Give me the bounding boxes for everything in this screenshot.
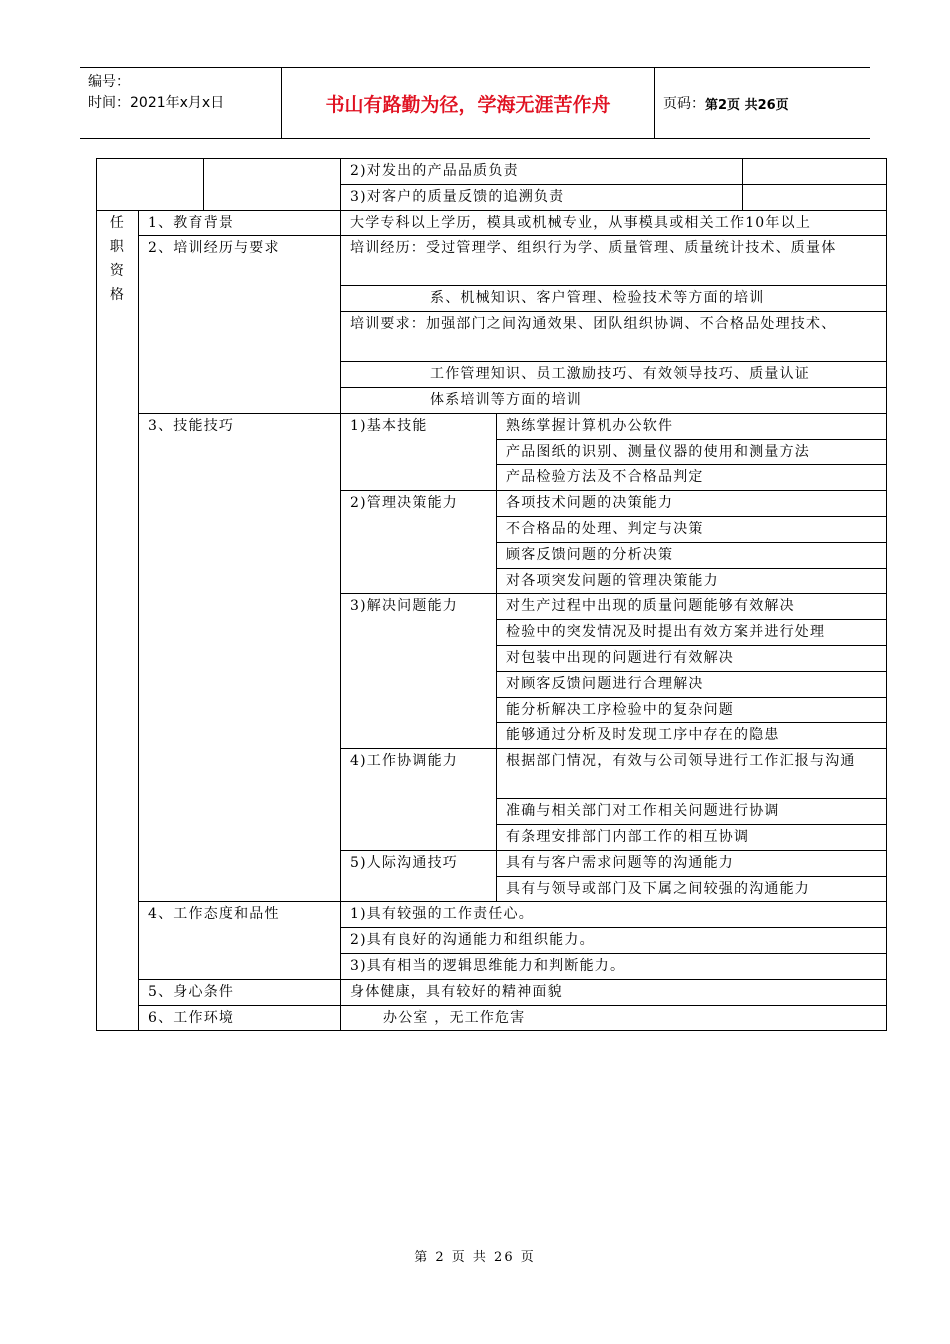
skill-item: 不合格品的处理、判定与决策 (497, 516, 887, 542)
skill-item: 根据部门情况，有效与公司领导进行工作汇报与沟通 (497, 749, 887, 799)
skill-group-name: 4)工作协调能力 (341, 749, 497, 851)
skill-item: 顾客反馈问题的分析决策 (497, 542, 887, 568)
skill-group-name: 5)人际沟通技巧 (341, 850, 497, 902)
page-header (80, 67, 870, 139)
skill-item: 具有与领导或部门及下属之间较强的沟通能力 (497, 876, 887, 902)
health-value: 身体健康，具有较好的精神面貌 (341, 979, 887, 1005)
attitude-row (97, 902, 887, 928)
training-line: 培训经历：受过管理学、组织行为学、质量管理、质量统计技术、质量体 (341, 236, 887, 286)
duty-subcategory-cell (204, 159, 341, 211)
page-label: 页码： (663, 96, 705, 112)
duty-blank-cell (743, 184, 887, 210)
skill-item: 各项技术问题的决策能力 (497, 491, 887, 517)
environment-value: 办公室 ，无工作危害 (341, 1005, 887, 1031)
skill-item: 能分析解决工序检验中的复杂问题 (497, 697, 887, 723)
header-slogan: 书山有路勤为径，学海无涯苦作舟 (282, 68, 655, 138)
skills-label: 3、技能技巧 (139, 413, 341, 902)
job-spec-table (96, 158, 887, 1031)
education-row (97, 210, 887, 236)
duty-row (97, 159, 887, 185)
duty-blank-cell (743, 159, 887, 185)
training-line: 系、机械知识、客户管理、检验技术等方面的培训 (341, 286, 887, 312)
skill-item: 熟练掌握计算机办公软件 (497, 413, 887, 439)
qualification-category: 任 职 资 格 (97, 210, 139, 1031)
header-page-info (663, 68, 789, 138)
training-line: 体系培训等方面的培训 (341, 387, 887, 413)
duty-item: 2)对发出的产品品质负责 (341, 159, 743, 185)
health-row (97, 979, 887, 1005)
skill-item: 具有与客户需求问题等的沟通能力 (497, 850, 887, 876)
skill-item: 产品图纸的识别、测量仪器的使用和测量方法 (497, 439, 887, 465)
skill-row (97, 413, 887, 439)
health-label: 5、身心条件 (139, 979, 341, 1005)
header-meta (80, 68, 282, 138)
environment-row (97, 1005, 887, 1031)
education-value: 大学专科以上学历，模具或机械专业，从事模具或相关工作10年以上 (341, 210, 887, 236)
skill-group-name: 1)基本技能 (341, 413, 497, 490)
skill-item: 检验中的突发情况及时提出有效方案并进行处理 (497, 620, 887, 646)
attitude-item: 2)具有良好的沟通能力和组织能力。 (341, 928, 887, 954)
skill-item: 产品检验方法及不合格品判定 (497, 465, 887, 491)
skill-item: 能够通过分析及时发现工序中存在的隐患 (497, 723, 887, 749)
environment-label: 6、工作环境 (139, 1005, 341, 1031)
skill-item: 准确与相关部门对工作相关问题进行协调 (497, 799, 887, 825)
page-footer: 第 2 页 共 26 页 (414, 1250, 536, 1265)
duty-item: 3)对客户的质量反馈的追溯负责 (341, 184, 743, 210)
skill-item: 对包装中出现的问题进行有效解决 (497, 645, 887, 671)
training-row (97, 236, 887, 286)
skill-item: 对各项突发问题的管理决策能力 (497, 568, 887, 594)
training-label: 2、培训经历与要求 (139, 236, 341, 413)
skill-item: 对顾客反馈问题进行合理解决 (497, 671, 887, 697)
training-line: 培训要求：加强部门之间沟通效果、团队组织协调、不合格品处理技术、 (341, 312, 887, 362)
document-number-label: 编号： (88, 74, 130, 90)
skill-item: 有条理安排部门内部工作的相互协调 (497, 824, 887, 850)
document-time-label: 时间：2021年x月x日 (88, 95, 225, 111)
attitude-item: 3)具有相当的逻辑思维能力和判断能力。 (341, 953, 887, 979)
duty-category-cell (97, 159, 204, 211)
skill-item: 对生产过程中出现的质量问题能够有效解决 (497, 594, 887, 620)
attitude-label: 4、工作态度和品性 (139, 902, 341, 979)
skill-group-name: 2)管理决策能力 (341, 491, 497, 594)
attitude-item: 1)具有较强的工作责任心。 (341, 902, 887, 928)
skill-group-name: 3)解决问题能力 (341, 594, 497, 749)
education-label: 1、教育背景 (139, 210, 341, 236)
page-value: 第2页 共26页 (705, 97, 789, 113)
training-line: 工作管理知识、员工激励技巧、有效领导技巧、质量认证 (341, 362, 887, 388)
